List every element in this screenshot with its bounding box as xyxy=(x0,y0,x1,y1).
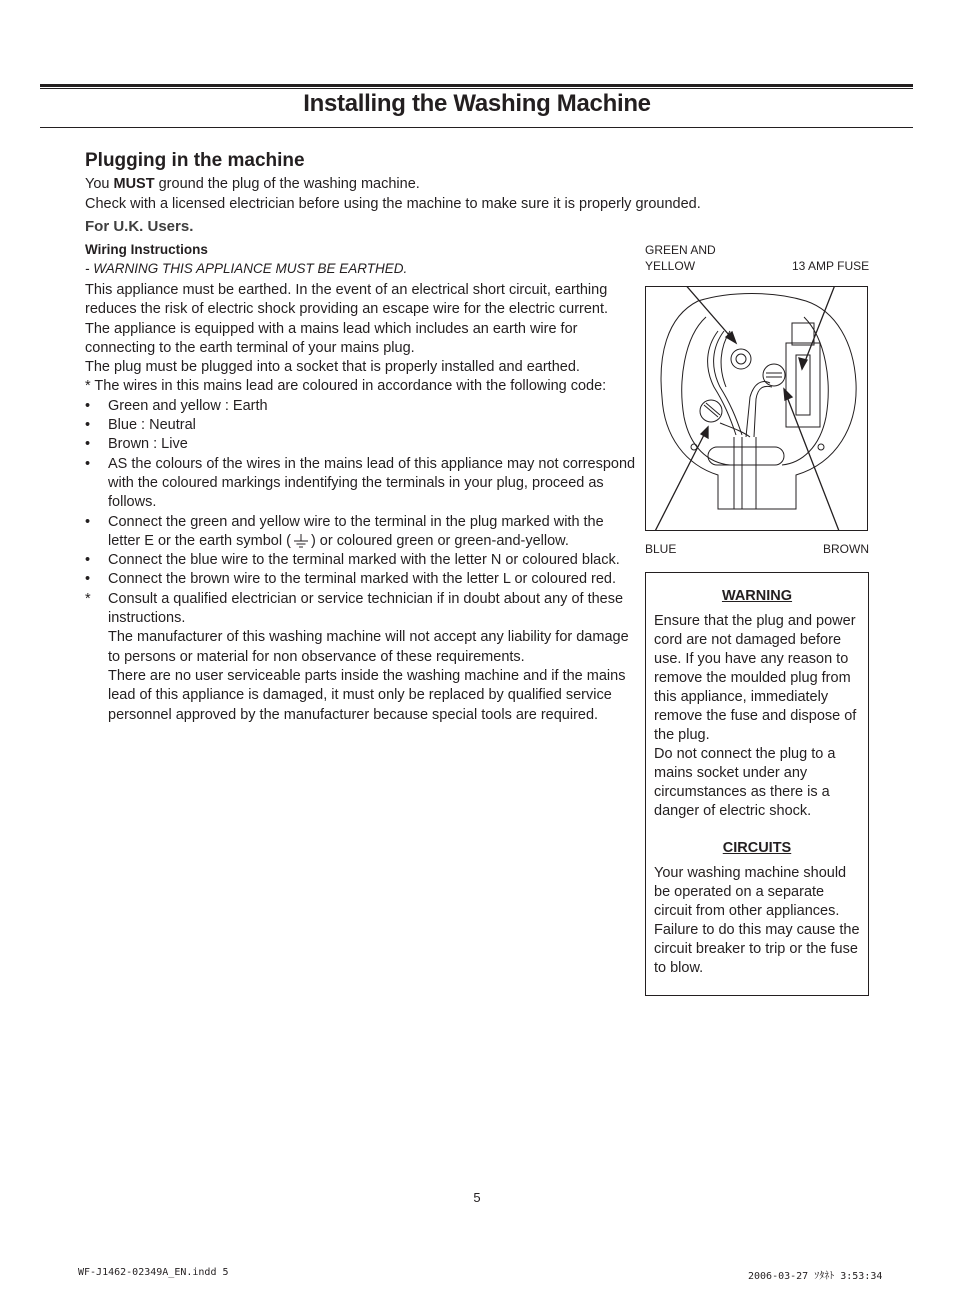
earthed-warning: - WARNING THIS APPLIANCE MUST BE EARTHED. xyxy=(85,261,408,276)
list-item: * Consult a qualified electrician or service technician if in doubt about any of these instructions. The manufacturer of this washing machine will not accept any liability for damage to persons or material for non observance of these requirements. There are no user serviceable parts inside the washing machine and if the mains lead of this appliance is damaged, it must only be replaced by qualified service personnel approved by the manufacturer because special tools are required. xyxy=(85,590,629,723)
must-ground-line: You MUST ground the plug of the washing machine. xyxy=(85,176,420,192)
label-fuse: 13 AMP FUSE xyxy=(792,259,870,273)
page-number: 5 xyxy=(473,1190,481,1205)
electrician-line: Check with a licensed electrician before using the machine to make sure it is properly grounded. xyxy=(85,196,701,212)
wiring-instructions-heading: Wiring Instructions xyxy=(85,242,208,257)
header-rule-top xyxy=(40,84,913,89)
paragraph: The appliance is equipped with a mains lead which includes an earth wire for connecting to the earth terminal of your mains plug. xyxy=(85,320,578,356)
warning-box xyxy=(645,572,869,996)
list-item: • Brown : Live xyxy=(85,436,188,453)
page-title: Installing the Washing Machine xyxy=(303,90,651,117)
plug-illustration xyxy=(646,287,868,531)
label-green-yellow: GREEN AND YELLOW xyxy=(645,243,716,273)
label-blue: BLUE xyxy=(645,542,677,556)
list-item: • Blue : Neutral xyxy=(85,417,196,434)
circuits-heading: CIRCUITS xyxy=(722,840,792,856)
label-brown: BROWN xyxy=(823,542,869,556)
paragraph: This appliance must be earthed. In the event of an electrical short circuit, earthing reduces the risk of electric shock providing an escape wire for the electric current. xyxy=(85,282,609,318)
paragraph: * The wires in this mains lead are coloured in accordance with the following code: xyxy=(85,378,607,395)
earth-symbol-icon xyxy=(293,534,309,548)
warning-heading: WARNING xyxy=(721,588,793,604)
paragraph: The plug must be plugged into a socket that is properly installed and earthed. xyxy=(85,359,580,376)
header-rule-bottom xyxy=(40,127,913,128)
plug-wiring-diagram xyxy=(645,286,868,531)
must-emphasis: MUST xyxy=(113,176,155,192)
footer-timestamp: 2006-03-27 ｿﾀﾈﾄ 3:53:34 xyxy=(748,1271,883,1282)
uk-users-heading: For U.K. Users. xyxy=(85,218,194,235)
footer-file: WF-J1462-02349A_EN.indd 5 xyxy=(78,1267,229,1278)
list-item: • Green and yellow : Earth xyxy=(85,397,268,414)
warning-text: Do not connect the plug to a mains socket under any circumstances as there is a danger of electric shock. xyxy=(654,746,836,819)
list-item: • Connect the blue wire to the terminal marked with the letter N or coloured black. xyxy=(85,552,620,569)
list-item: • AS the colours of the wires in the mains lead of this appliance may not correspond with the coloured markings indentifying the terminals in your plug, proceed as follows. xyxy=(85,455,636,511)
wiring-body xyxy=(85,281,637,725)
list-item: • Connect the brown wire to the terminal marked with the letter L or coloured red. xyxy=(85,571,617,588)
warning-text: Ensure that the plug and power cord are not damaged before use. If you have any reason to remove the moulded plug from this appliance, immediately remove the fuse and dispose of the plug. xyxy=(654,613,857,743)
circuits-text: Your washing machine should be operated on a separate circuit from other appliances. Failure to do this may cause the circuit breaker to trip or the fuse to blow. xyxy=(654,865,860,976)
list-item: • Connect the green and yellow wire to the terminal in the plug marked with the letter E or the earth symbol ( ) or coloured green or green-and-yellow. xyxy=(85,513,604,549)
section-title: Plugging in the machine xyxy=(85,150,305,171)
